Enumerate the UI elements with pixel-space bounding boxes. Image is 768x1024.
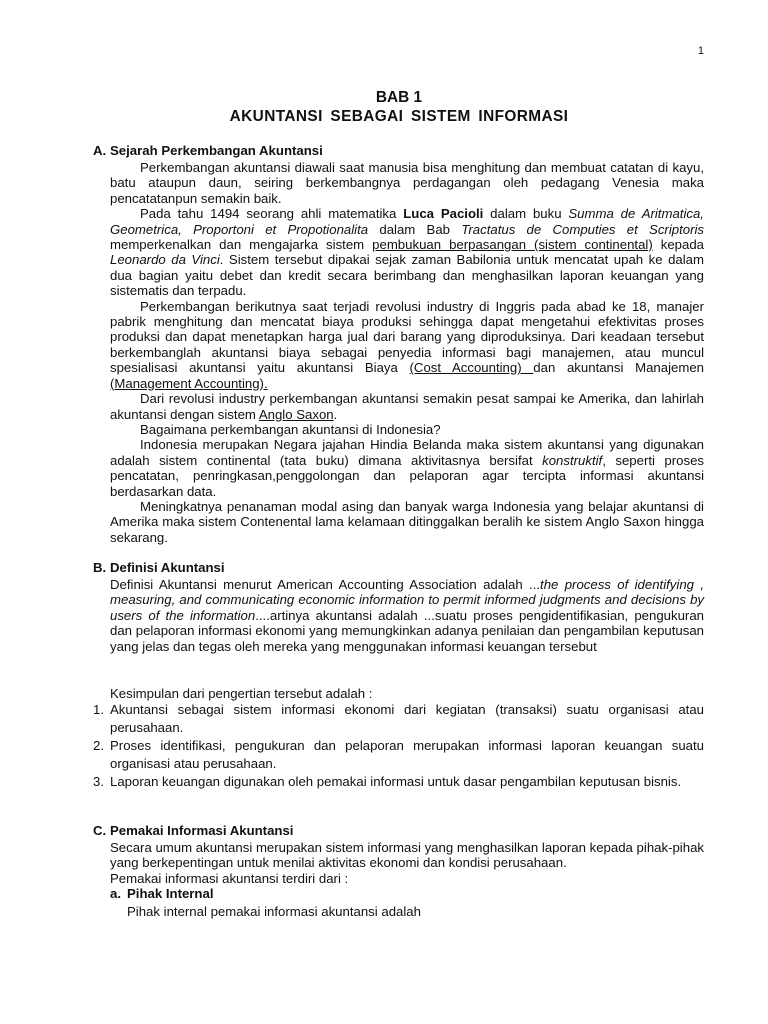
book-title: Summa de Aritmatica, Geometrica, Proportoni et Propotionalita — [110, 206, 704, 237]
quoted-definition: the process of identifying , measuring, and communicating economic information to permit informed judgments and decisions by users of the information — [110, 577, 704, 623]
section-b-label: B. — [93, 560, 107, 575]
section-a-paragraph-4: Dari revolusi industry perkembangan akuntansi semakin pesat sampai ke Amerika, dan lahirlah akuntansi dengan sistem Anglo Saxon. — [110, 391, 704, 422]
section-c-label: C. — [93, 823, 107, 838]
conclusion-list-wrapper — [93, 701, 704, 792]
section-b-body — [110, 577, 704, 654]
underlined-term: (Cost Accounting) — [409, 360, 534, 376]
chapter-title: BAB 1 — [375, 89, 423, 106]
list-item: 2. Proses identifikasi, pengukuran dan pelaporan merupakan informasi laporan keuangan suatu organisasi atau perusahaan. — [93, 738, 704, 771]
section-b-paragraph-1: Definisi Akuntansi menurut American Accounting Association adalah ...the process of identifying , measuring, and communicating economic information to permit informed judgments and decisions by users of the information....artinya akuntansi adalah ...suatu proses pengidentifikasian, pengukuran dan pelaporan informasi ekonomi yang memungkinkan adanya penilaian dan pengambilan keputusan yang jelas dan tegas oleh mereka yang menggunakan informasi keuangan tersebut — [110, 577, 704, 654]
section-a-paragraph-7: Meningkatnya penanaman modal asing dan banyak warga Indonesia yang belajar akuntansi di Amerika maka sistem Contenental lama kelamaan ditinggalkan beralih ke sistem Anglo Saxon hingga sekarang. — [110, 498, 704, 545]
section-a-heading — [93, 143, 323, 158]
underlined-term: pembukuan berpasangan (sistem continental) — [372, 237, 653, 253]
section-c-paragraph-2: Pemakai informasi akuntansi terdiri dari : — [110, 870, 349, 886]
section-a-paragraph-3: Perkembangan berikutnya saat terjadi revolusi industry di Inggris pada abad ke 18, manajer pabrik menghitung dan mencatat biaya produksi sehingga dapat mengetahui efektivitas proses produksi dan dapat menetapkan harga jual dari barang yang diproduksinya. Dari keadaan tersebut berkembanglah akuntansi biaya sebagai penyedia informasi bagi manajemen, atau muncul spesialisasi akuntansi yaitu akuntansi Biaya (Cost Accounting) dan akuntansi Manajemen (Management Accounting). — [110, 298, 704, 391]
chapter-subtitle: AKUNTANSI SEBAGAI SISTEM INFORMASI — [229, 108, 569, 125]
list-item: 3. Laporan keuangan digunakan oleh pemakai informasi untuk dasar pengambilan keputusan bisnis. — [93, 774, 682, 789]
section-b-conclusion: Kesimpulan dari pengertian tersebut adalah : — [110, 686, 373, 701]
chapter-name: Tractatus de Computies et Scriptoris — [461, 221, 704, 237]
section-b-heading — [93, 560, 225, 575]
underlined-term: Anglo Saxon — [258, 406, 334, 422]
section-c-paragraph-1: Secara umum akuntansi merupakan sistem informasi yang menghasilkan laporan kepada pihak-pihak yang berkepentingan untuk menilai aktivitas ekonomi dan kondisi perusahaan. — [110, 840, 704, 871]
section-a-body — [110, 160, 704, 545]
subsection-a-text: Pihak internal pemakai informasi akuntansi adalah — [127, 904, 421, 919]
subsection-a-heading — [110, 886, 213, 901]
section-a-paragraph-2: Pada tahu 1494 seorang ahli matematika Luca Pacioli dalam buku Summa de Aritmatica, Geometrica, Proportoni et Propotionalita dalam Bab Tractatus de Computies et Scriptoris memperkenalkan dan mengajarka sistem pembukuan berpasangan (sistem continental) kepada Leonardo da Vinci. Sistem tersebut dipakai sejak zaman Babilonia untuk mencatat upah ke dalam dua bagian yaitu debet dan kredit secara berimbang dan menghasilkan laporan keuangan yang sistematis dan terpadu. — [110, 206, 704, 299]
section-c-body — [110, 840, 704, 886]
section-c-heading — [93, 823, 293, 838]
section-c-title: Pemakai Informasi Akuntansi — [110, 823, 294, 838]
section-b-title: Definisi Akuntansi — [110, 560, 225, 575]
underlined-term: (Management Accounting). — [110, 375, 268, 391]
person-name-italic: Leonardo da Vinci — [110, 252, 220, 268]
page-number: 1 — [697, 45, 704, 57]
section-a-label: A. — [93, 143, 107, 158]
conclusion-list — [93, 701, 704, 791]
list-item: 1. Akuntansi sebagai sistem informasi ekonomi dari kegiatan (transaksi) suatu organisasi atau perusahaan. — [93, 702, 704, 735]
italic-term: konstruktif — [542, 452, 603, 468]
subsection-a-title: Pihak Internal — [127, 886, 214, 901]
subsection-a-label: a. — [110, 886, 121, 901]
section-a-paragraph-5: Bagaimana perkembangan akuntansi di Indonesia? — [140, 421, 441, 437]
section-a-paragraph-6: Indonesia merupakan Negara jajahan Hindia Belanda maka sistem akuntansi yang digunakan adalah sistem continental (tata buku) dimana aktivitasnya bersifat konstruktif, seperti proses pencatatan, penringkasan,penggolongan dan pelaporan agar tercipta informasi akuntansi berdasarkan data. — [110, 437, 705, 499]
person-name: Luca Pacioli — [403, 206, 484, 222]
section-a-title: Sejarah Perkembangan Akuntansi — [110, 143, 323, 158]
section-a-paragraph-1: Perkembangan akuntansi diawali saat manusia bisa menghitung dan membuat catatan di kayu, batu ataupun daun, seiring berkembangnya perdagangan oleh pedagang Venesia maka pencatatanpun semakin baik. — [110, 160, 704, 206]
